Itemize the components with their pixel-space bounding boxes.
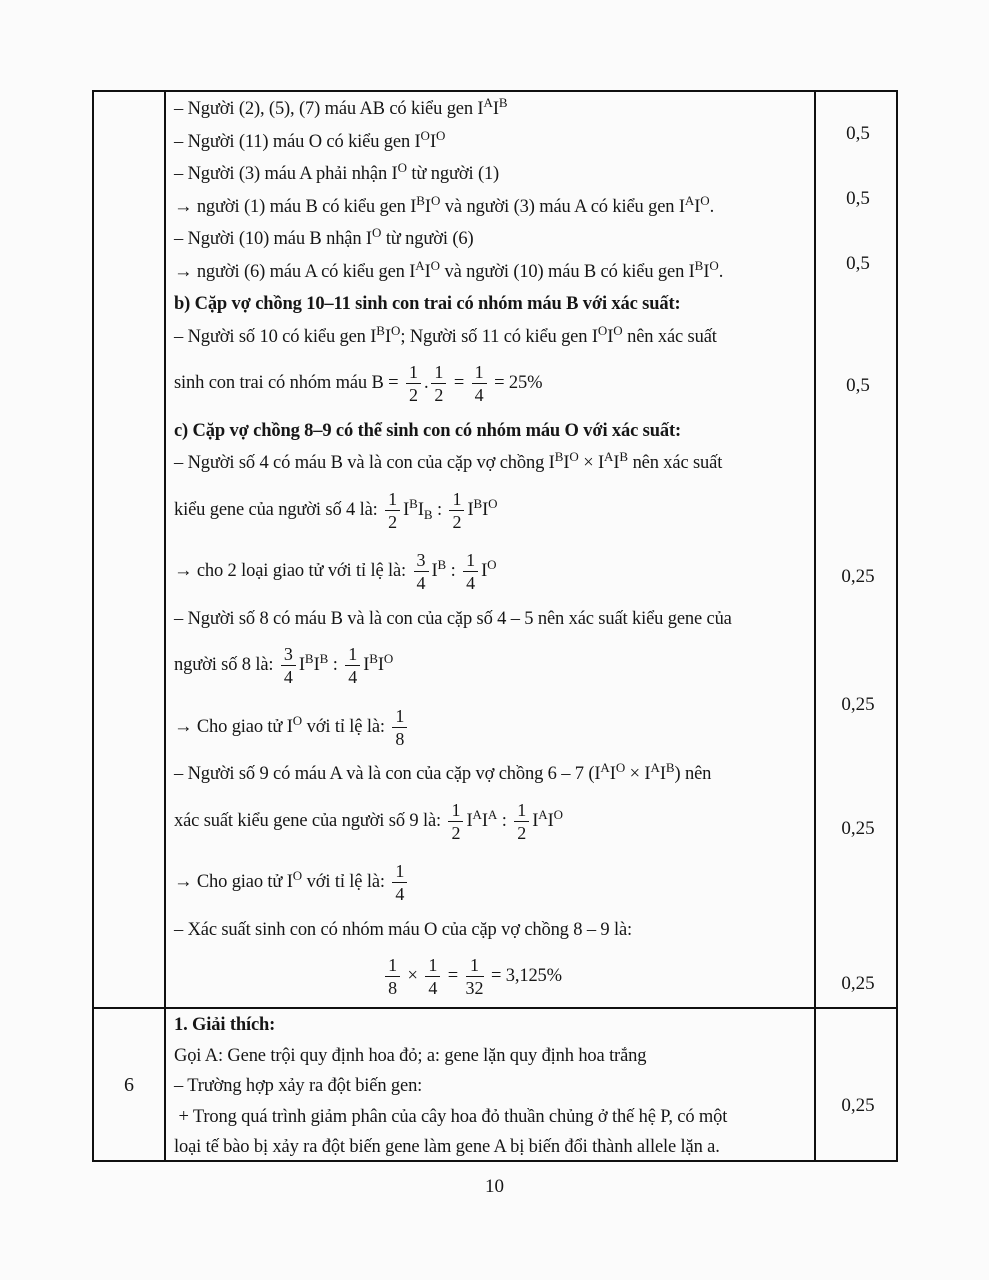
allele-superscript: O	[709, 257, 719, 273]
fraction: $\frac{1}{4}$	[345, 644, 360, 687]
allele-superscript: A	[472, 806, 482, 822]
allele-superscript: O	[371, 225, 382, 240]
formula-line: $\frac{1}{8}$ × $\frac{1}{4}$ = $\frac{1}{32}$ = 3,125%	[174, 946, 810, 1008]
allele-superscript: O	[700, 192, 710, 208]
fraction: $\frac{3}{4}$	[414, 550, 429, 593]
allele-superscript: A	[604, 449, 614, 464]
formula-line: xác suất kiểu gene của người số 9 là: $\frac{1}{2}$ $I^AI^A$ : $\frac{1}{2}$ $I^AI^O$	[174, 799, 564, 843]
allele-superscript: B	[409, 495, 418, 511]
allele-superscript: A	[650, 760, 660, 775]
fraction: $\frac{1}{8}$	[385, 955, 400, 998]
formula-line: → cho 2 loại giao tử với tỉ lệ là: $\frac{3}{4}$ $I^B$ : $\frac{1}{4}$ $I^O$	[174, 550, 497, 594]
allele-superscript: O	[383, 651, 394, 666]
allele-superscript: O	[435, 127, 446, 143]
text-line: 1. Giải thích:	[174, 1015, 276, 1035]
text-line: b) Cặp vợ chồng 10–11 sinh con trai có nhóm máu B với xác suất:	[174, 294, 681, 314]
fraction: $\frac{1}{2}$	[431, 362, 446, 405]
allele-superscript: B	[473, 495, 483, 511]
text-line: – Người số 9 có máu A và là con của cặp vợ chồng 6 – 7 $(I^AI^O \times I^AI^B)$ nên	[174, 760, 712, 784]
text-line: – Người số 4 có máu B và là con của cặp vợ chồng $I^BI^O \times I^AI^B$ nên xác suất	[174, 449, 723, 473]
fraction: $\frac{3}{4}$	[281, 644, 296, 687]
allele-superscript: O	[613, 322, 623, 338]
score-value: 0,5	[846, 188, 870, 209]
formula-line: → Cho giao tử $I^O$ với tỉ lệ là: $\frac{1}{8}$	[174, 697, 810, 759]
question-number-cell: 6	[124, 1074, 134, 1096]
fraction: $\frac{1}{2}$	[448, 800, 463, 843]
score-value: 0,25	[841, 1095, 875, 1116]
text-line: Gọi A: Gene trội quy định hoa đỏ; a: gene lặn quy định hoa trắng	[174, 1045, 647, 1066]
allele-superscript: O	[430, 192, 441, 208]
allele-superscript: A	[415, 257, 425, 273]
allele-superscript: B	[304, 651, 314, 666]
fraction: $\frac{1}{2}$	[514, 800, 529, 843]
allele-superscript: B	[619, 449, 629, 464]
formula-line: người số 8 là: $\frac{3}{4}$ $I^BI^B$ : $\frac{1}{4}$ $I^BI^O$	[174, 644, 394, 688]
fraction: $\frac{1}{2}$	[449, 489, 464, 532]
allele-superscript: A	[487, 806, 498, 822]
allele-superscript: B	[376, 322, 385, 338]
allele-superscript: O	[597, 322, 608, 338]
allele-superscript: B	[437, 557, 447, 572]
text-line: – Trường hợp xảy ra đột biến gen:	[174, 1076, 423, 1096]
question-6-answer-cell	[166, 1009, 812, 1162]
allele-superscript: B	[665, 760, 675, 775]
text-line: – Người (11) máu O có kiểu gen $I^OI^O$	[174, 127, 446, 152]
text-line: – Người (2), (5), (7) máu AB có kiểu gen $I^AI^B$	[174, 95, 508, 119]
score-value: 0,25	[841, 818, 875, 839]
fraction: $\frac{1}{2}$	[385, 489, 400, 532]
allele-superscript: B	[498, 95, 508, 110]
score-value: 0,25	[841, 566, 875, 587]
score-value: 0,5	[846, 375, 870, 396]
allele-superscript: O	[615, 760, 626, 775]
score-value: 0,25	[841, 694, 875, 715]
fraction: $\frac{1}{32}$	[465, 955, 484, 999]
text-line: – Người (10) máu B nhận $I^O$ từ người (6)	[174, 225, 474, 249]
page-number: 10	[485, 1176, 504, 1197]
text-line: – Người số 8 có máu B và là con của cặp số 4 – 5 nên xác suất kiểu gene của	[174, 608, 732, 629]
allele-superscript: O	[553, 806, 564, 822]
question-5-answer-cell	[166, 92, 812, 1007]
text-line: → người (1) máu B có kiểu gen $I^BI^O$ và người (3) máu A có kiểu gen $I^AI^O$.	[174, 192, 715, 217]
allele-superscript: B	[554, 449, 564, 464]
allele-superscript: A	[483, 95, 493, 110]
allele-superscript: O	[487, 557, 497, 572]
formula-line: kiểu gene của người số 4 là: $\frac{1}{2}$ $I^BI_B$ : $\frac{1}{2}$ $I^BI^O$	[174, 488, 498, 532]
formula-line: → Cho giao tử $I^O$ với tỉ lệ là: $\frac{1}{4}$	[174, 852, 810, 914]
score-value: 0,5	[846, 123, 870, 144]
fraction: $\frac{1}{4}$	[463, 550, 478, 593]
allele-superscript: B	[416, 192, 425, 208]
fraction: $\frac{1}{4}$	[392, 861, 407, 904]
text-line: loại tế bào bị xảy ra đột biến gene làm gene A bị biến đổi thành allele lặn a.	[174, 1137, 720, 1157]
fraction: $\frac{1}{4}$	[425, 955, 440, 998]
allele-superscript: O	[430, 257, 441, 273]
allele-superscript: O	[569, 449, 579, 464]
allele-superscript: A	[600, 760, 610, 775]
allele-superscript: B	[369, 651, 378, 666]
allele-superscript: O	[397, 160, 407, 175]
allele-superscript: O	[292, 712, 303, 728]
text-line: c) Cặp vợ chồng 8–9 có thể sinh con có nhóm máu O với xác suất:	[174, 420, 681, 441]
fraction: $\frac{1}{4}$	[472, 362, 487, 405]
text-line: → người (6) máu A có kiểu gen $I^AI^O$ và người (10) máu B có kiểu gen $I^BI^O$.	[174, 257, 724, 282]
text-line: – Người (3) máu A phải nhận $I^O$ từ người (1)	[174, 160, 500, 184]
allele-superscript: O	[420, 127, 430, 143]
allele-superscript: A	[538, 806, 548, 822]
formula-line: sinh con trai có nhóm máu B = $\frac{1}{2}$ . $\frac{1}{2}$ = $\frac{1}{4}$ = 25%	[174, 362, 543, 406]
answer-key-table	[92, 90, 898, 1162]
allele-superscript: O	[488, 495, 498, 511]
text-line: – Xác suất sinh con có nhóm máu O của cặp vợ chồng 8 – 9 là:	[174, 919, 633, 940]
allele-superscript: O	[390, 322, 401, 338]
points-column	[816, 92, 900, 1160]
text-line: + Trong quá trình giảm phân của cây hoa đỏ thuần chủng ở thế hệ P, có một	[174, 1106, 728, 1127]
score-value: 0,5	[846, 253, 870, 274]
allele-superscript: B	[319, 651, 329, 666]
score-value: 0,25	[841, 973, 875, 994]
allele-superscript: O	[292, 868, 303, 883]
allele-superscript: B	[694, 257, 704, 273]
text-line: – Người số 10 có kiểu gen $I^BI^O$; Người số 11 có kiểu gen $I^OI^O$ nên xác suất	[174, 322, 717, 347]
fraction: $\frac{1}{2}$	[406, 362, 421, 405]
allele-superscript: A	[684, 192, 695, 208]
allele-subscript: B	[423, 506, 433, 522]
fraction: $\frac{1}{8}$	[392, 706, 407, 749]
